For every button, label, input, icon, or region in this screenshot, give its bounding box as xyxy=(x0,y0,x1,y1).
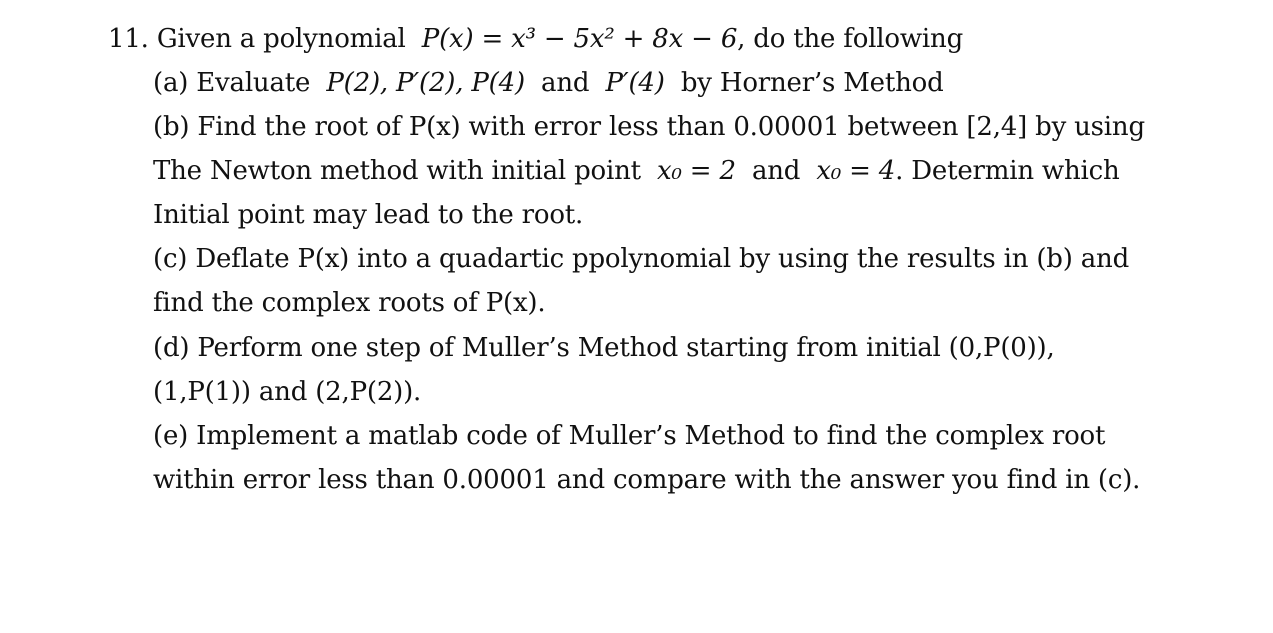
problem-intro-line xyxy=(108,24,963,54)
part-d-text-2: (1,P(1)) and (2,P(2)). xyxy=(153,377,422,407)
part-e-text-1: (e) Implement a matlab code of Muller’s Method to find the complex root xyxy=(153,421,1106,451)
part-a-expr1: P(2), P′(2), P(4) xyxy=(326,68,525,98)
part-b-text-2-prefix: The Newton method with initial point xyxy=(153,156,641,186)
intro-suffix: , do the following xyxy=(737,24,964,54)
part-a-suffix: by Horner’s Method xyxy=(680,68,944,98)
part-d-line-2 xyxy=(153,377,421,407)
part-e-line-2 xyxy=(153,465,1140,495)
part-c-text-2: find the complex roots of P(x). xyxy=(153,288,546,318)
initial-point-x0-4: x₀ = 4 xyxy=(816,156,896,186)
part-a-line xyxy=(153,68,944,98)
part-e-text-2: within error less than 0.00001 and compare with the answer you find in (c). xyxy=(153,465,1141,495)
part-c-text-1: (c) Deflate P(x) into a quadartic ppolynomial by using the results in (b) and xyxy=(153,244,1130,274)
problem-number: 11. xyxy=(108,24,149,54)
part-b-line-2 xyxy=(153,156,1120,186)
part-b-line-3 xyxy=(153,200,583,230)
part-b-line-1 xyxy=(153,112,1145,142)
part-a-expr2: P′(4) xyxy=(605,68,665,98)
part-c-line-2 xyxy=(153,288,545,318)
initial-point-x0-2: x₀ = 2 xyxy=(657,156,736,186)
part-d-text-1: (d) Perform one step of Muller’s Method starting from initial (0,P(0)), xyxy=(153,333,1055,363)
part-d-line-1 xyxy=(153,333,1055,363)
part-b-text-3: Initial point may lead to the root. xyxy=(153,200,584,230)
part-b-text-2-suffix: . Determin which xyxy=(895,156,1120,186)
part-b-and: and xyxy=(751,156,801,186)
polynomial-expression: P(x) = x³ − 5x² + 8x − 6 xyxy=(421,24,738,54)
part-b-text-1: (b) Find the root of P(x) with error less than 0.00001 between [2,4] by using xyxy=(153,112,1145,142)
part-a-label: (a) Evaluate xyxy=(153,68,311,98)
part-c-line-1 xyxy=(153,244,1129,274)
intro-prefix: Given a polynomial xyxy=(156,24,406,54)
part-e-line-1 xyxy=(153,421,1105,451)
part-a-and: and xyxy=(541,68,590,98)
